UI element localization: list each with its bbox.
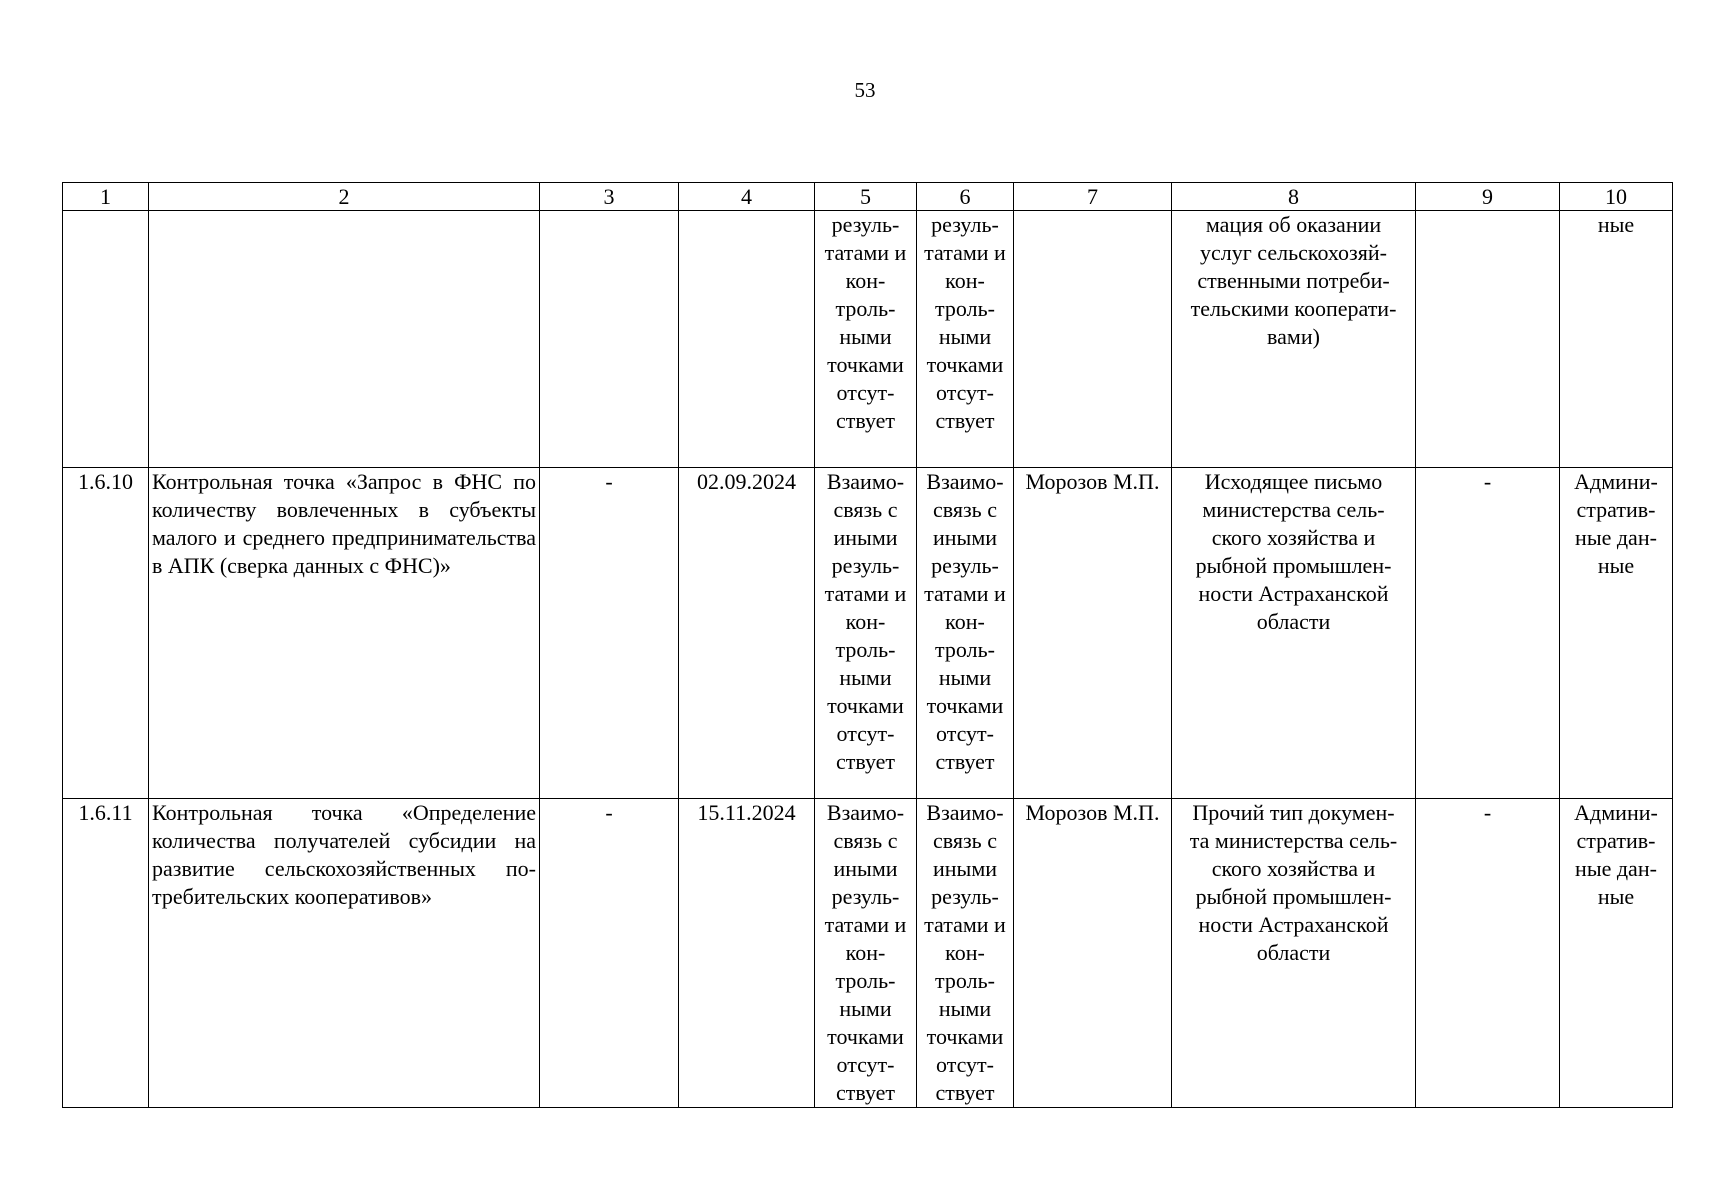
header-col-4: 4 (679, 183, 815, 211)
cell-name: Контрольная точка «Определение количества получателей субсидии на развитие сельскохозяйственных потребительских кооперативов» (149, 799, 540, 1108)
cell-source: ные (1560, 211, 1673, 468)
cell-responsible (1014, 211, 1172, 468)
table-row-1-6-11 (63, 799, 1673, 1108)
cell-num: 1.6.11 (63, 799, 149, 1108)
header-col-2: 2 (149, 183, 540, 211)
cell-col3: - (540, 468, 679, 799)
header-col-3: 3 (540, 183, 679, 211)
cell-name (149, 211, 540, 468)
cell-date: 15.11.2024 (679, 799, 815, 1108)
cell-source: Админи- стратив- ные дан- ные (1560, 468, 1673, 799)
table-row-continuation (63, 211, 1673, 468)
page-number: 53 (854, 78, 876, 102)
header-col-7: 7 (1014, 183, 1172, 211)
cell-document: мация об оказании услуг сельскохозяй- ственными потреби- тельскими кооперати- вами) (1172, 211, 1416, 468)
plan-table (62, 182, 1673, 1108)
cell-col3: - (540, 799, 679, 1108)
cell-document: Исходящее письмо министерства сель- ского хозяйства и рыбной промышлен- ности Астраханской области (1172, 468, 1416, 799)
header-col-1: 1 (63, 183, 149, 211)
header-col-6: 6 (917, 183, 1014, 211)
cell-name: Контрольная точка «Запрос в ФНС по количеству вовлеченных в субъекты малого и среднего предпринимательства в АПК (сверка данных с ФНС)» (149, 468, 540, 799)
cell-col6: Взаимо- связь с иными резуль- татами и кон- троль- ными точками отсут- ствует (917, 468, 1014, 799)
cell-col9 (1416, 211, 1560, 468)
header-col-8: 8 (1172, 183, 1416, 211)
header-col-5: 5 (815, 183, 917, 211)
cell-col5: резуль- татами и кон- троль- ными точками отсут- ствует (815, 211, 917, 468)
cell-col5: Взаимо- связь с иными резуль- татами и кон- троль- ными точками отсут- ствует (815, 799, 917, 1108)
cell-col6: Взаимо- связь с иными резуль- татами и кон- троль- ными точками отсут- ствует (917, 799, 1014, 1108)
cell-date: 02.09.2024 (679, 468, 815, 799)
cell-col9: - (1416, 799, 1560, 1108)
cell-num (63, 211, 149, 468)
cell-col9: - (1416, 468, 1560, 799)
cell-col5: Взаимо- связь с иными резуль- татами и кон- троль- ными точками отсут- ствует (815, 468, 917, 799)
cell-responsible: Морозов М.П. (1014, 468, 1172, 799)
cell-date (679, 211, 815, 468)
table-row-1-6-10 (63, 468, 1673, 799)
header-col-10: 10 (1560, 183, 1673, 211)
header-row (63, 183, 1673, 211)
cell-col3 (540, 211, 679, 468)
cell-col6: резуль- татами и кон- троль- ными точками отсут- ствует (917, 211, 1014, 468)
cell-source: Админи- стратив- ные дан- ные (1560, 799, 1673, 1108)
cell-num: 1.6.10 (63, 468, 149, 799)
header-col-9: 9 (1416, 183, 1560, 211)
cell-responsible: Морозов М.П. (1014, 799, 1172, 1108)
cell-document: Прочий тип докумен- та министерства сель- ского хозяйства и рыбной промышлен- ности Астраханской области (1172, 799, 1416, 1108)
